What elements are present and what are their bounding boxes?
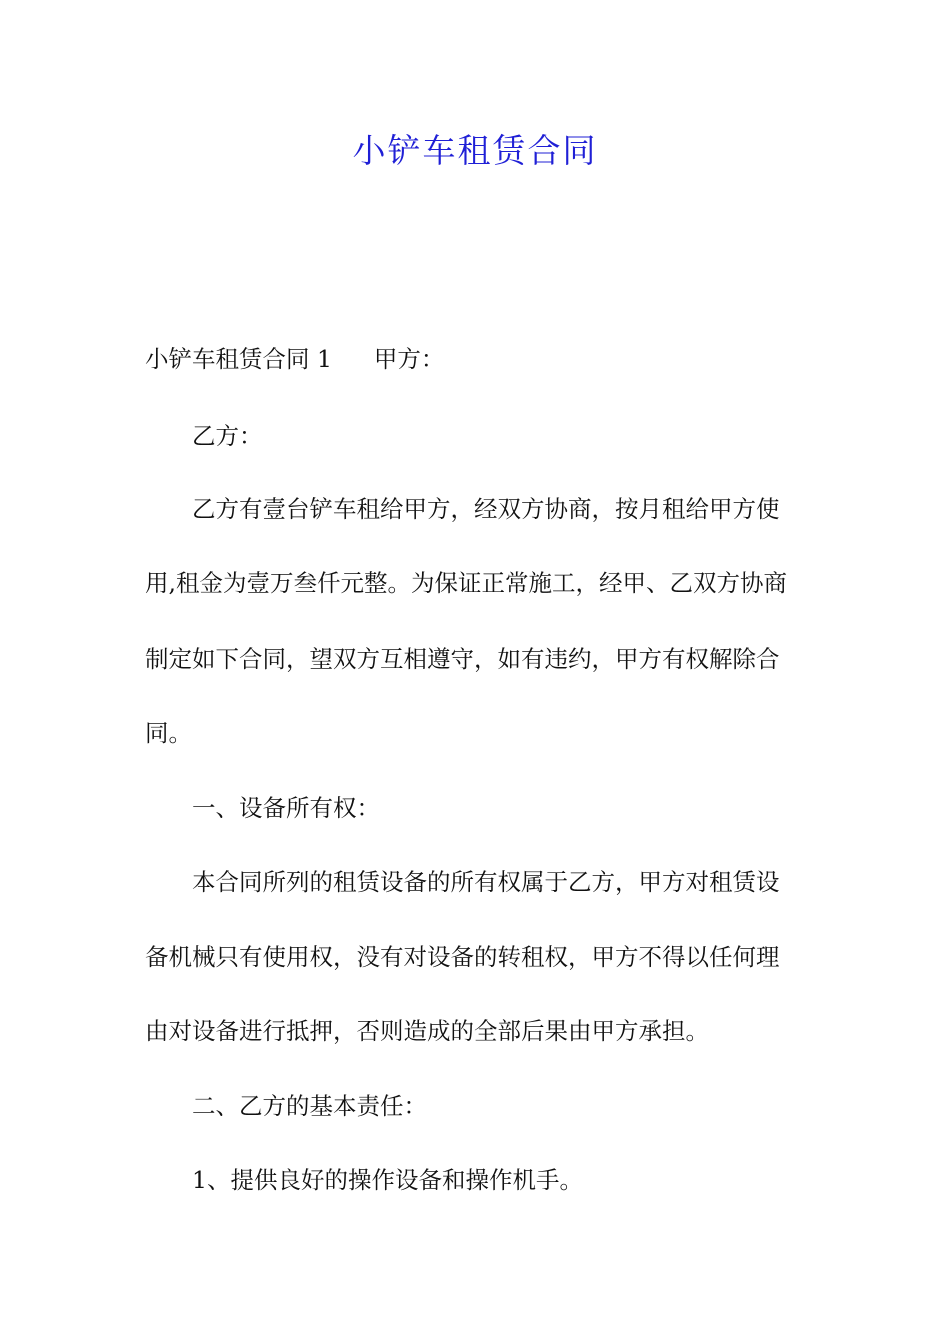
paragraph-line: 用,租金为壹万叁仟元整。为保证正常施工，经甲、乙双方协商 [145, 569, 787, 597]
paragraph-line: 备机械只有使用权，没有对设备的转租权，甲方不得以任何理 [145, 943, 780, 971]
paragraph-line: 同。 [145, 719, 192, 747]
list-item: 1、提供良好的操作设备和操作机手。 [192, 1166, 583, 1194]
paragraph-line: 由对设备进行抵押，否则造成的全部后果由甲方承担。 [145, 1017, 709, 1045]
section-heading: 二、乙方的基本责任： [192, 1092, 427, 1120]
contract-heading-line [145, 344, 444, 374]
paragraph-line: 本合同所列的租赁设备的所有权属于乙方，甲方对租赁设 [192, 868, 780, 896]
party-a-label: 甲方： [373, 345, 445, 373]
paragraph-line: 乙方有壹台铲车租给甲方，经双方协商，按月租给甲方使 [192, 495, 780, 523]
party-b-label: 乙方： [192, 422, 263, 450]
contract-number-label: 小铲车租赁合同 1 [145, 345, 332, 373]
section-heading: 一、设备所有权： [192, 794, 380, 822]
paragraph-line: 制定如下合同，望双方互相遵守，如有违约，甲方有权解除合 [145, 645, 780, 673]
document-title: 小铲车租赁合同 [352, 131, 598, 170]
